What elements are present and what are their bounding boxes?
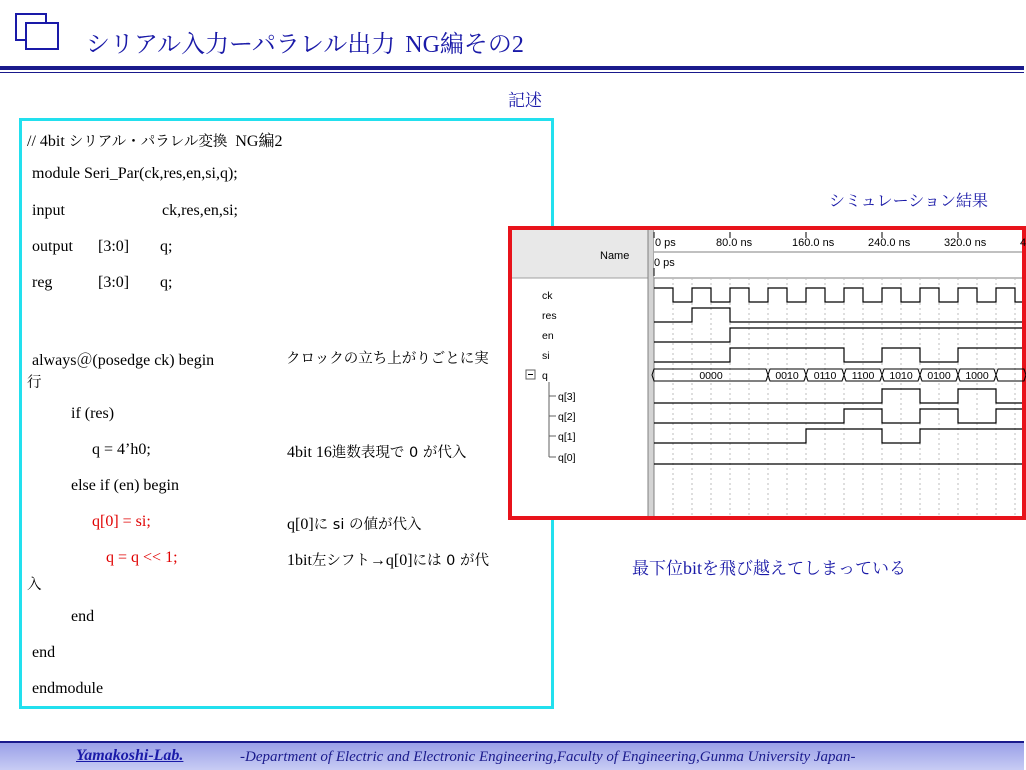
code-reg-range: [3:0] bbox=[98, 274, 130, 291]
code-reg-args: q; bbox=[160, 274, 173, 291]
q-value: 0010 bbox=[775, 370, 799, 382]
signal-name[interactable]: q[3] bbox=[558, 391, 576, 403]
code-always-line: always＠(posedge ck) begin bbox=[32, 352, 215, 369]
note-prefix: 最下位 bbox=[632, 559, 683, 579]
q0-cmt-b: に si の値が代入 bbox=[313, 517, 422, 533]
code-always-comment-wrap: 行 bbox=[27, 375, 42, 391]
shift-cmt-a: 1bit bbox=[287, 552, 312, 569]
cursor-time-label: 0 ps bbox=[654, 257, 675, 269]
q-value: 0110 bbox=[813, 370, 837, 382]
code-if-line: if (res) bbox=[71, 405, 115, 422]
waveform-viewer[interactable] bbox=[512, 230, 1026, 516]
code-output-kw: output bbox=[32, 238, 73, 255]
code-comment-line bbox=[27, 128, 282, 151]
res-wave bbox=[654, 308, 1022, 322]
code-q0-comment bbox=[287, 513, 421, 534]
code-shift-line: q = q << 1; bbox=[106, 549, 178, 566]
code-end-outer: end bbox=[32, 644, 56, 661]
q-assign-cmt-b: 進数表現で 0 が代入 bbox=[331, 445, 467, 461]
code-q-assign: q = 4’h0; bbox=[92, 441, 151, 458]
code-output-args: q; bbox=[160, 238, 173, 255]
title-suffix: NG編その2 bbox=[405, 32, 524, 58]
q3-wave bbox=[654, 389, 1022, 403]
code-shift-comment-wrap: 入 bbox=[27, 577, 42, 593]
time-label: 80.0 ns bbox=[716, 237, 753, 249]
q0-cmt-a: q[0] bbox=[287, 516, 314, 533]
shift-cmt-d: には 0 が代 bbox=[412, 553, 489, 569]
signal-name[interactable]: q[2] bbox=[558, 411, 576, 423]
comment-jp: シリアル・パラレル変換 bbox=[68, 134, 228, 150]
q1-wave bbox=[654, 429, 1022, 443]
simulation-window bbox=[508, 226, 1026, 520]
code-q-assign-comment bbox=[287, 441, 466, 462]
code-module-line: module Seri_Par(ck,res,en,si,q); bbox=[32, 165, 238, 182]
en-wave bbox=[654, 328, 1022, 342]
footer-lab[interactable]: Yamakoshi-Lab. bbox=[76, 747, 184, 764]
signal-name[interactable]: en bbox=[542, 330, 554, 342]
q2-wave bbox=[654, 409, 1022, 423]
time-label: 4 bbox=[1020, 237, 1026, 249]
simulation-label: シミュレーション結果 bbox=[829, 191, 989, 210]
code-endmodule: endmodule bbox=[32, 680, 104, 697]
code-output-range: [3:0] bbox=[98, 238, 130, 255]
time-label: 0 ps bbox=[655, 237, 676, 249]
code-always-comment: クロックの立ち上がりごとに実 bbox=[286, 351, 489, 367]
comment-ng: NG編2 bbox=[235, 133, 283, 150]
ck-wave bbox=[654, 288, 1022, 302]
name-header: Name bbox=[600, 250, 630, 262]
si-wave bbox=[654, 348, 1022, 362]
q-value: 1010 bbox=[889, 370, 913, 382]
footer-dept: -Department of Electric and Electronic Engineering,Faculty of Engineering,Gunma University Japan- bbox=[240, 749, 856, 765]
signal-name[interactable]: si bbox=[542, 350, 550, 362]
signal-name[interactable]: q[1] bbox=[558, 431, 576, 443]
q-assign-cmt-a: 4bit 16 bbox=[287, 444, 332, 461]
code-q0-assign: q[0] = si; bbox=[92, 513, 151, 530]
code-else-if-line: else if (en) begin bbox=[71, 477, 179, 494]
page-title bbox=[86, 24, 524, 59]
signal-name[interactable]: res bbox=[542, 310, 557, 322]
code-input-args: ck,res,en,si; bbox=[162, 202, 238, 219]
signal-name[interactable]: ck bbox=[542, 290, 553, 302]
collapse-icon[interactable] bbox=[526, 370, 535, 379]
logo-squares-icon bbox=[14, 12, 62, 52]
q-value: 0100 bbox=[927, 370, 951, 382]
q-value: 1100 bbox=[851, 370, 875, 382]
q-bus-segment bbox=[996, 369, 1026, 381]
header-rule-thin bbox=[0, 72, 1024, 73]
code-end-inner: end bbox=[71, 608, 95, 625]
comment-prefix: // 4bit bbox=[27, 133, 69, 150]
code-input-kw: input bbox=[32, 202, 65, 219]
signal-name[interactable]: q[0] bbox=[558, 452, 576, 464]
q-value: 1000 bbox=[965, 370, 989, 382]
footer-bar bbox=[0, 741, 1024, 770]
q-value: 0000 bbox=[699, 370, 723, 382]
note-bit: bit bbox=[683, 558, 703, 578]
bottom-note bbox=[632, 554, 906, 579]
time-label: 160.0 ns bbox=[792, 237, 835, 249]
shift-cmt-b: 左シフト bbox=[311, 553, 370, 569]
title-main: シリアル入力ーパラレル出力 bbox=[86, 30, 396, 58]
code-reg-kw: reg bbox=[32, 274, 53, 291]
code-box bbox=[19, 118, 554, 709]
time-label: 320.0 ns bbox=[944, 237, 987, 249]
note-suffix: を飛び越えてしまっている bbox=[702, 559, 907, 579]
section-label: 記述 bbox=[508, 91, 542, 111]
header-rule bbox=[0, 66, 1024, 70]
time-label: 240.0 ns bbox=[868, 237, 911, 249]
shift-cmt-c: →q[0] bbox=[369, 552, 413, 569]
signal-name[interactable]: q bbox=[542, 370, 548, 382]
code-shift-comment bbox=[287, 549, 489, 570]
